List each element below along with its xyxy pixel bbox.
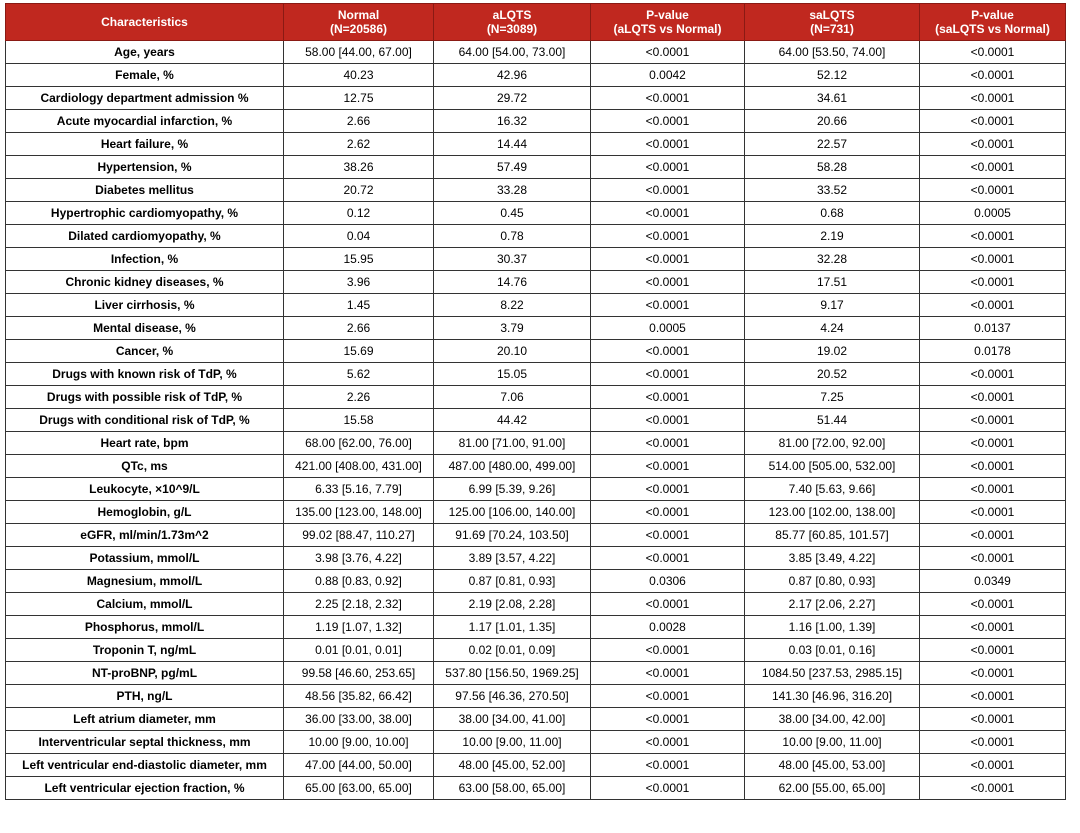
alqts-value: 29.72 — [434, 87, 591, 110]
pvalue-alqts: <0.0001 — [591, 777, 745, 800]
characteristic-label: Chronic kidney diseases, % — [6, 271, 284, 294]
normal-value: 2.66 — [284, 110, 434, 133]
characteristic-label: Phosphorus, mmol/L — [6, 616, 284, 639]
header-subtitle: (N=3089) — [486, 22, 538, 36]
table-row — [6, 754, 1066, 777]
salqts-value: 38.00 [34.00, 42.00] — [745, 708, 920, 731]
alqts-value: 2.19 [2.08, 2.28] — [434, 593, 591, 616]
pvalue-alqts: 0.0005 — [591, 317, 745, 340]
characteristic-label: Left ventricular ejection fraction, % — [6, 777, 284, 800]
characteristic-label: Hypertrophic cardiomyopathy, % — [6, 202, 284, 225]
alqts-value: 57.49 — [434, 156, 591, 179]
pvalue-salqts: <0.0001 — [920, 616, 1066, 639]
header-characteristics — [6, 4, 284, 41]
normal-value: 58.00 [44.00, 67.00] — [284, 41, 434, 64]
table-row — [6, 524, 1066, 547]
normal-value: 0.01 [0.01, 0.01] — [284, 639, 434, 662]
characteristic-label: Leukocyte, ×10^9/L — [6, 478, 284, 501]
characteristic-label: QTc, ms — [6, 455, 284, 478]
alqts-value: 97.56 [46.36, 270.50] — [434, 685, 591, 708]
pvalue-salqts: <0.0001 — [920, 110, 1066, 133]
table-row — [6, 156, 1066, 179]
characteristic-label: Heart failure, % — [6, 133, 284, 156]
header-title: aLQTS — [492, 8, 532, 22]
pvalue-alqts: 0.0306 — [591, 570, 745, 593]
pvalue-salqts: <0.0001 — [920, 593, 1066, 616]
pvalue-salqts: <0.0001 — [920, 179, 1066, 202]
salqts-value: 2.17 [2.06, 2.27] — [745, 593, 920, 616]
pvalue-alqts: <0.0001 — [591, 156, 745, 179]
pvalue-salqts: <0.0001 — [920, 363, 1066, 386]
table-row — [6, 662, 1066, 685]
pvalue-alqts: <0.0001 — [591, 363, 745, 386]
pvalue-salqts: <0.0001 — [920, 455, 1066, 478]
normal-value: 36.00 [33.00, 38.00] — [284, 708, 434, 731]
normal-value: 5.62 — [284, 363, 434, 386]
alqts-value: 16.32 — [434, 110, 591, 133]
table-row — [6, 777, 1066, 800]
pvalue-salqts: <0.0001 — [920, 754, 1066, 777]
pvalue-alqts: <0.0001 — [591, 248, 745, 271]
alqts-value: 6.99 [5.39, 9.26] — [434, 478, 591, 501]
salqts-value: 1.16 [1.00, 1.39] — [745, 616, 920, 639]
characteristic-label: Magnesium, mmol/L — [6, 570, 284, 593]
alqts-value: 44.42 — [434, 409, 591, 432]
pvalue-alqts: <0.0001 — [591, 501, 745, 524]
pvalue-alqts: 0.0028 — [591, 616, 745, 639]
header-subtitle: (saLQTS vs Normal) — [935, 22, 1050, 36]
pvalue-salqts: <0.0001 — [920, 662, 1066, 685]
table-row — [6, 248, 1066, 271]
header-subtitle: (N=20586) — [329, 22, 388, 36]
table-row — [6, 478, 1066, 501]
salqts-value: 51.44 — [745, 409, 920, 432]
characteristic-label: Mental disease, % — [6, 317, 284, 340]
characteristic-label: Liver cirrhosis, % — [6, 294, 284, 317]
pvalue-alqts: <0.0001 — [591, 271, 745, 294]
table-row — [6, 501, 1066, 524]
table-row — [6, 340, 1066, 363]
header-title: Characteristics — [101, 15, 188, 29]
salqts-value: 19.02 — [745, 340, 920, 363]
alqts-value: 91.69 [70.24, 103.50] — [434, 524, 591, 547]
alqts-value: 8.22 — [434, 294, 591, 317]
salqts-value: 48.00 [45.00, 53.00] — [745, 754, 920, 777]
table-row — [6, 547, 1066, 570]
alqts-value: 81.00 [71.00, 91.00] — [434, 432, 591, 455]
table-row — [6, 133, 1066, 156]
salqts-value: 52.12 — [745, 64, 920, 87]
pvalue-alqts: <0.0001 — [591, 593, 745, 616]
pvalue-alqts: <0.0001 — [591, 409, 745, 432]
header-title: saLQTS — [809, 8, 855, 22]
table-row — [6, 64, 1066, 87]
header-alqts — [434, 4, 591, 41]
pvalue-alqts: <0.0001 — [591, 639, 745, 662]
table-row — [6, 455, 1066, 478]
salqts-value: 141.30 [46.96, 316.20] — [745, 685, 920, 708]
characteristic-label: Left ventricular end-diastolic diameter, mm — [6, 754, 284, 777]
alqts-value: 38.00 [34.00, 41.00] — [434, 708, 591, 731]
table-row — [6, 271, 1066, 294]
header-title: P-value — [646, 8, 689, 22]
pvalue-salqts: <0.0001 — [920, 524, 1066, 547]
salqts-value: 58.28 — [745, 156, 920, 179]
pvalue-salqts: <0.0001 — [920, 731, 1066, 754]
characteristic-label: Calcium, mmol/L — [6, 593, 284, 616]
header-subtitle: (N=731) — [810, 22, 854, 36]
alqts-value: 48.00 [45.00, 52.00] — [434, 754, 591, 777]
characteristic-label: NT-proBNP, pg/mL — [6, 662, 284, 685]
pvalue-salqts: <0.0001 — [920, 41, 1066, 64]
alqts-value: 0.87 [0.81, 0.93] — [434, 570, 591, 593]
pvalue-alqts: <0.0001 — [591, 340, 745, 363]
salqts-value: 85.77 [60.85, 101.57] — [745, 524, 920, 547]
table-body — [6, 41, 1066, 800]
header-row — [6, 4, 1066, 41]
characteristic-label: Age, years — [6, 41, 284, 64]
table-row — [6, 110, 1066, 133]
pvalue-alqts: <0.0001 — [591, 87, 745, 110]
pvalue-salqts: <0.0001 — [920, 708, 1066, 731]
alqts-value: 64.00 [54.00, 73.00] — [434, 41, 591, 64]
pvalue-alqts: <0.0001 — [591, 662, 745, 685]
pvalue-salqts: <0.0001 — [920, 133, 1066, 156]
normal-value: 421.00 [408.00, 431.00] — [284, 455, 434, 478]
salqts-value: 123.00 [102.00, 138.00] — [745, 501, 920, 524]
salqts-value: 20.52 — [745, 363, 920, 386]
pvalue-alqts: <0.0001 — [591, 478, 745, 501]
normal-value: 0.12 — [284, 202, 434, 225]
pvalue-salqts: <0.0001 — [920, 547, 1066, 570]
characteristic-label: Cancer, % — [6, 340, 284, 363]
pvalue-salqts: <0.0001 — [920, 639, 1066, 662]
pvalue-salqts: <0.0001 — [920, 501, 1066, 524]
table-row — [6, 317, 1066, 340]
table-row — [6, 593, 1066, 616]
pvalue-alqts: <0.0001 — [591, 110, 745, 133]
salqts-value: 17.51 — [745, 271, 920, 294]
salqts-value: 32.28 — [745, 248, 920, 271]
normal-value: 65.00 [63.00, 65.00] — [284, 777, 434, 800]
table-row — [6, 409, 1066, 432]
pvalue-salqts: <0.0001 — [920, 685, 1066, 708]
normal-value: 3.96 — [284, 271, 434, 294]
salqts-value: 64.00 [53.50, 74.00] — [745, 41, 920, 64]
pvalue-alqts: <0.0001 — [591, 41, 745, 64]
pvalue-alqts: <0.0001 — [591, 179, 745, 202]
table-row — [6, 639, 1066, 662]
alqts-value: 125.00 [106.00, 140.00] — [434, 501, 591, 524]
normal-value: 48.56 [35.82, 66.42] — [284, 685, 434, 708]
salqts-value: 20.66 — [745, 110, 920, 133]
normal-value: 99.02 [88.47, 110.27] — [284, 524, 434, 547]
pvalue-salqts: <0.0001 — [920, 432, 1066, 455]
alqts-value: 3.89 [3.57, 4.22] — [434, 547, 591, 570]
salqts-value: 0.03 [0.01, 0.16] — [745, 639, 920, 662]
salqts-value: 34.61 — [745, 87, 920, 110]
salqts-value: 7.25 — [745, 386, 920, 409]
normal-value: 15.58 — [284, 409, 434, 432]
pvalue-salqts: <0.0001 — [920, 156, 1066, 179]
pvalue-salqts: <0.0001 — [920, 777, 1066, 800]
normal-value: 3.98 [3.76, 4.22] — [284, 547, 434, 570]
pvalue-alqts: <0.0001 — [591, 455, 745, 478]
characteristic-label: Drugs with known risk of TdP, % — [6, 363, 284, 386]
table-row — [6, 202, 1066, 225]
normal-value: 2.62 — [284, 133, 434, 156]
normal-value: 135.00 [123.00, 148.00] — [284, 501, 434, 524]
characteristic-label: Cardiology department admission % — [6, 87, 284, 110]
salqts-value: 9.17 — [745, 294, 920, 317]
pvalue-salqts: 0.0137 — [920, 317, 1066, 340]
table-row — [6, 386, 1066, 409]
salqts-value: 81.00 [72.00, 92.00] — [745, 432, 920, 455]
pvalue-alqts: <0.0001 — [591, 294, 745, 317]
table-row — [6, 179, 1066, 202]
normal-value: 2.66 — [284, 317, 434, 340]
alqts-value: 0.02 [0.01, 0.09] — [434, 639, 591, 662]
pvalue-salqts: <0.0001 — [920, 225, 1066, 248]
pvalue-alqts: <0.0001 — [591, 547, 745, 570]
table-row — [6, 225, 1066, 248]
characteristic-label: Drugs with conditional risk of TdP, % — [6, 409, 284, 432]
pvalue-alqts: <0.0001 — [591, 432, 745, 455]
pvalue-alqts: <0.0001 — [591, 685, 745, 708]
normal-value: 10.00 [9.00, 10.00] — [284, 731, 434, 754]
pvalue-salqts: <0.0001 — [920, 409, 1066, 432]
normal-value: 1.19 [1.07, 1.32] — [284, 616, 434, 639]
alqts-value: 20.10 — [434, 340, 591, 363]
normal-value: 40.23 — [284, 64, 434, 87]
characteristic-label: PTH, ng/L — [6, 685, 284, 708]
salqts-value: 33.52 — [745, 179, 920, 202]
normal-value: 0.04 — [284, 225, 434, 248]
table-row — [6, 685, 1066, 708]
pvalue-salqts: <0.0001 — [920, 386, 1066, 409]
alqts-value: 30.37 — [434, 248, 591, 271]
normal-value: 2.25 [2.18, 2.32] — [284, 593, 434, 616]
normal-value: 0.88 [0.83, 0.92] — [284, 570, 434, 593]
header-subtitle: (aLQTS vs Normal) — [613, 22, 722, 36]
characteristic-label: Heart rate, bpm — [6, 432, 284, 455]
salqts-value: 10.00 [9.00, 11.00] — [745, 731, 920, 754]
header-pvalue-alqts — [591, 4, 745, 41]
alqts-value: 0.78 — [434, 225, 591, 248]
table-row — [6, 294, 1066, 317]
pvalue-alqts: <0.0001 — [591, 708, 745, 731]
normal-value: 47.00 [44.00, 50.00] — [284, 754, 434, 777]
alqts-value: 42.96 — [434, 64, 591, 87]
pvalue-alqts: <0.0001 — [591, 133, 745, 156]
pvalue-alqts: <0.0001 — [591, 731, 745, 754]
table-row — [6, 570, 1066, 593]
header-title: Normal — [337, 8, 380, 22]
salqts-value: 7.40 [5.63, 9.66] — [745, 478, 920, 501]
salqts-value: 1084.50 [237.53, 2985.15] — [745, 662, 920, 685]
normal-value: 15.95 — [284, 248, 434, 271]
pvalue-alqts: 0.0042 — [591, 64, 745, 87]
alqts-value: 14.44 — [434, 133, 591, 156]
characteristic-label: Interventricular septal thickness, mm — [6, 731, 284, 754]
pvalue-salqts: 0.0349 — [920, 570, 1066, 593]
characteristics-table — [5, 3, 1066, 800]
pvalue-alqts: <0.0001 — [591, 524, 745, 547]
salqts-value: 2.19 — [745, 225, 920, 248]
table-row — [6, 87, 1066, 110]
salqts-value: 62.00 [55.00, 65.00] — [745, 777, 920, 800]
alqts-value: 33.28 — [434, 179, 591, 202]
normal-value: 6.33 [5.16, 7.79] — [284, 478, 434, 501]
normal-value: 20.72 — [284, 179, 434, 202]
normal-value: 1.45 — [284, 294, 434, 317]
characteristic-label: Female, % — [6, 64, 284, 87]
table-row — [6, 616, 1066, 639]
characteristic-label: Hypertension, % — [6, 156, 284, 179]
header-normal — [284, 4, 434, 41]
pvalue-alqts: <0.0001 — [591, 386, 745, 409]
pvalue-salqts: <0.0001 — [920, 87, 1066, 110]
alqts-value: 10.00 [9.00, 11.00] — [434, 731, 591, 754]
pvalue-salqts: <0.0001 — [920, 294, 1066, 317]
pvalue-salqts: <0.0001 — [920, 64, 1066, 87]
pvalue-salqts: <0.0001 — [920, 271, 1066, 294]
pvalue-alqts: <0.0001 — [591, 202, 745, 225]
alqts-value: 15.05 — [434, 363, 591, 386]
table-row — [6, 432, 1066, 455]
characteristic-label: Diabetes mellitus — [6, 179, 284, 202]
table-row — [6, 708, 1066, 731]
table-row — [6, 731, 1066, 754]
pvalue-salqts: <0.0001 — [920, 478, 1066, 501]
characteristic-label: Left atrium diameter, mm — [6, 708, 284, 731]
characteristic-label: Acute myocardial infarction, % — [6, 110, 284, 133]
salqts-value: 4.24 — [745, 317, 920, 340]
pvalue-alqts: <0.0001 — [591, 225, 745, 248]
characteristic-label: Infection, % — [6, 248, 284, 271]
characteristics-table-container — [5, 3, 1066, 800]
characteristic-label: Troponin T, ng/mL — [6, 639, 284, 662]
pvalue-salqts: 0.0178 — [920, 340, 1066, 363]
header-pvalue-salqts — [920, 4, 1066, 41]
salqts-value: 22.57 — [745, 133, 920, 156]
salqts-value: 514.00 [505.00, 532.00] — [745, 455, 920, 478]
characteristic-label: Hemoglobin, g/L — [6, 501, 284, 524]
alqts-value: 7.06 — [434, 386, 591, 409]
header-title: P-value — [971, 8, 1014, 22]
table-row — [6, 41, 1066, 64]
characteristic-label: Drugs with possible risk of TdP, % — [6, 386, 284, 409]
alqts-value: 3.79 — [434, 317, 591, 340]
alqts-value: 537.80 [156.50, 1969.25] — [434, 662, 591, 685]
characteristic-label: Potassium, mmol/L — [6, 547, 284, 570]
pvalue-salqts: <0.0001 — [920, 248, 1066, 271]
normal-value: 15.69 — [284, 340, 434, 363]
characteristic-label: Dilated cardiomyopathy, % — [6, 225, 284, 248]
normal-value: 99.58 [46.60, 253.65] — [284, 662, 434, 685]
normal-value: 38.26 — [284, 156, 434, 179]
normal-value: 12.75 — [284, 87, 434, 110]
salqts-value: 3.85 [3.49, 4.22] — [745, 547, 920, 570]
salqts-value: 0.68 — [745, 202, 920, 225]
alqts-value: 487.00 [480.00, 499.00] — [434, 455, 591, 478]
alqts-value: 1.17 [1.01, 1.35] — [434, 616, 591, 639]
pvalue-alqts: <0.0001 — [591, 754, 745, 777]
alqts-value: 0.45 — [434, 202, 591, 225]
alqts-value: 14.76 — [434, 271, 591, 294]
salqts-value: 0.87 [0.80, 0.93] — [745, 570, 920, 593]
table-row — [6, 363, 1066, 386]
normal-value: 2.26 — [284, 386, 434, 409]
characteristic-label: eGFR, ml/min/1.73m^2 — [6, 524, 284, 547]
normal-value: 68.00 [62.00, 76.00] — [284, 432, 434, 455]
alqts-value: 63.00 [58.00, 65.00] — [434, 777, 591, 800]
header-salqts — [745, 4, 920, 41]
pvalue-salqts: 0.0005 — [920, 202, 1066, 225]
